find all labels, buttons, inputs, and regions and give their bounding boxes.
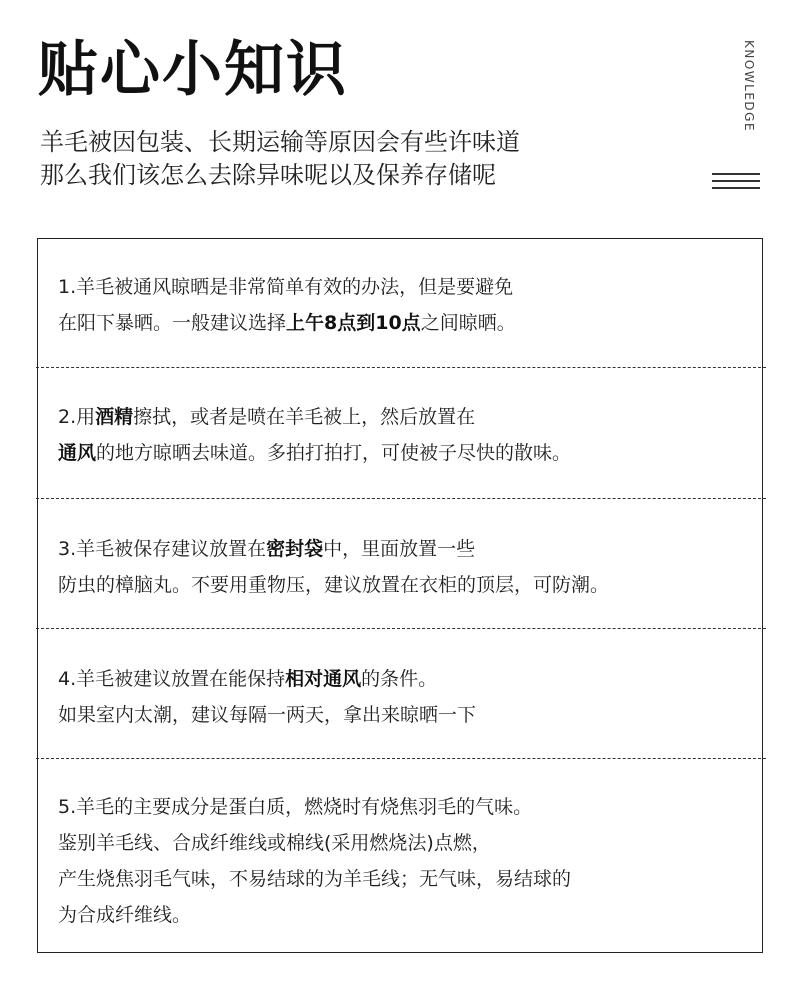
tip-3-highlight: 密封袋 [266, 538, 324, 560]
tip-2-highlight-1: 酒精 [95, 406, 134, 428]
dashed-divider [36, 758, 766, 759]
tip-1-line-2: 在阳下暴晒。一般建议选择上午8点到10点之间晾晒。 [58, 312, 516, 334]
menu-lines-icon [712, 173, 760, 191]
tip-2-highlight-2: 通风 [58, 442, 97, 464]
tip-5-line-1: 5.羊毛的主要成分是蛋白质，燃烧时有烧焦羽毛的气味。 [58, 796, 533, 818]
tip-4-line-2: 如果室内太潮，建议每隔一两天，拿出来晾晒一下 [58, 704, 477, 726]
tip-5 [38, 789, 762, 933]
dashed-divider [36, 498, 766, 499]
page-title: 贴心小知识 [38, 35, 348, 105]
tip-5-line-2: 鉴别羊毛线、合成纤维线或棉线(采用燃烧法)点燃， [58, 832, 491, 854]
knowledge-side-label: KNOWLEDGE [742, 40, 756, 133]
tip-2 [38, 399, 762, 471]
tip-3 [38, 531, 762, 603]
tip-5-line-4: 为合成纤维线。 [58, 904, 192, 926]
intro-text [40, 126, 520, 192]
tip-1-highlight: 上午8点到10点 [286, 312, 421, 334]
dashed-divider [36, 367, 766, 368]
tip-2-line-1: 2.用酒精擦拭，或者是喷在羊毛被上，然后放置在 [58, 406, 476, 428]
tip-4-highlight: 相对通风 [285, 668, 362, 690]
tip-3-line-2: 防虫的樟脑丸。不要用重物压，建议放置在衣柜的顶层，可防潮。 [58, 574, 610, 596]
tip-3-line-1: 3.羊毛被保存建议放置在密封袋中，里面放置一些 [58, 538, 476, 560]
tip-2-line-2: 通风的地方晾晒去味道。多拍打拍打，可使被子尽快的散味。 [58, 442, 572, 464]
tip-5-line-3: 产生烧焦羽毛气味，不易结球的为羊毛线；无气味，易结球的 [58, 868, 572, 890]
tip-4 [38, 661, 762, 733]
intro-line-1: 羊毛被因包装、长期运输等原因会有些许味道 [40, 128, 520, 156]
tips-box [37, 238, 763, 953]
intro-line-2: 那么我们该怎么去除异味呢以及保养存储呢 [40, 161, 496, 189]
dashed-divider [36, 628, 766, 629]
tip-1-line-1: 1.羊毛被通风晾晒是非常简单有效的办法，但是要避免 [58, 276, 514, 298]
tip-1 [38, 269, 762, 341]
tip-4-line-1: 4.羊毛被建议放置在能保持相对通风的条件。 [58, 668, 438, 690]
